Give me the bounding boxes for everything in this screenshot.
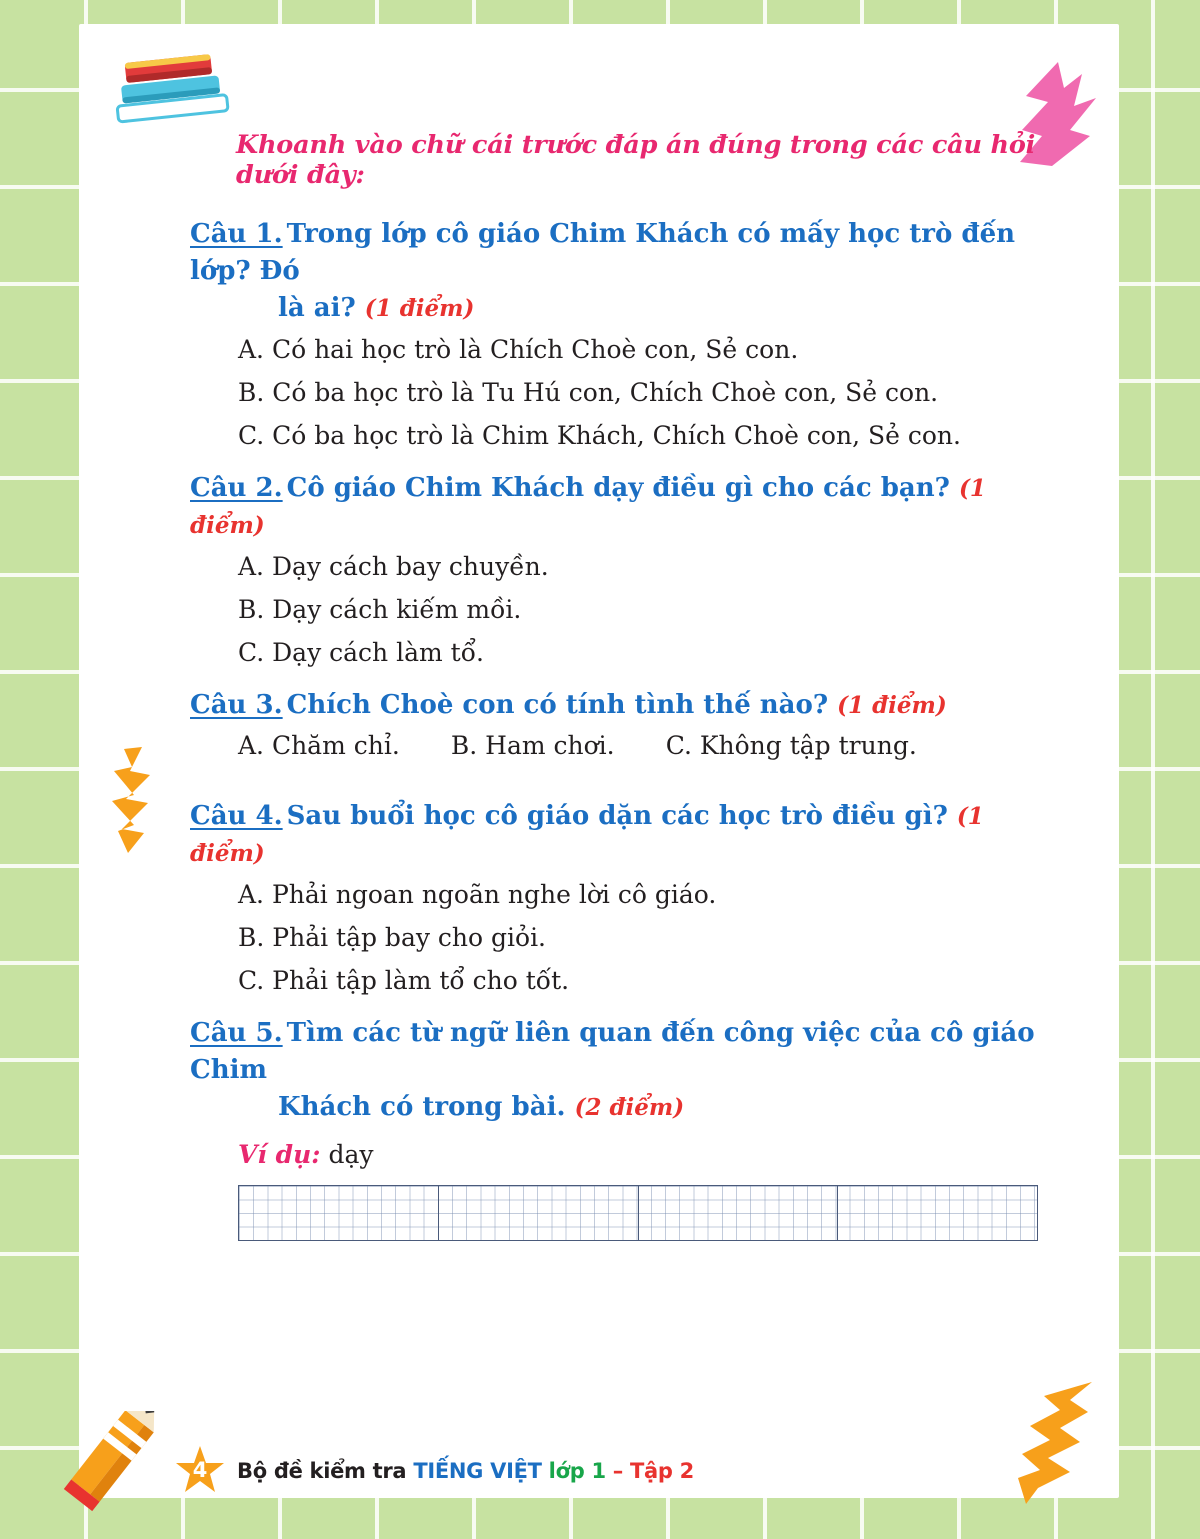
question-heading-4 — [190, 798, 1052, 872]
zigzag-orange-bottom-right — [1008, 1378, 1108, 1512]
answer-option[interactable]: A. Có hai học trò là Chích Choè con, Sẻ con. — [238, 334, 799, 364]
answers-3 — [190, 733, 1052, 776]
question-points-1: (1 điểm) — [364, 294, 475, 322]
question-points-5: (2 điểm) — [574, 1094, 685, 1122]
question-text-5: Tìm các từ ngữ liên quan đến công việc của cô giáo Chim — [190, 1018, 1035, 1086]
answers-2 — [190, 551, 1052, 667]
answers-4 — [190, 880, 1052, 996]
question-points-3: (1 điểm) — [837, 691, 947, 719]
footer — [175, 1451, 694, 1491]
question-text-1-cont: là ai? — [278, 292, 356, 323]
question-heading-2 — [190, 470, 1052, 544]
footer-title-part-1: Bộ đề kiểm tra — [237, 1459, 414, 1483]
writing-grid-cell[interactable] — [639, 1186, 839, 1240]
page-number: 4 — [192, 1458, 208, 1482]
footer-title — [237, 1459, 694, 1483]
answer-option[interactable]: B. Dạy cách kiếm mồi. — [238, 594, 522, 624]
zigzag-orange-left — [108, 745, 178, 859]
question-text-4: Sau buổi học cô giáo dặn các học trò điều gì? — [286, 801, 948, 832]
answer-writing-grid[interactable] — [238, 1185, 1038, 1241]
answer-option[interactable]: A. Chăm chỉ. — [238, 731, 400, 761]
example-line — [190, 1140, 1052, 1169]
footer-title-part-4: – Tập 2 — [612, 1459, 694, 1483]
answer-option[interactable]: B. Ham chơi. — [450, 731, 615, 761]
answer-option[interactable]: B. Phải tập bay cho giỏi. — [238, 923, 547, 953]
pencil-icon — [60, 1411, 210, 1531]
question-heading-5 — [190, 1015, 1052, 1126]
question-heading-1 — [190, 216, 1052, 327]
answer-option[interactable]: B. Có ba học trò là Tu Hú con, Chích Choè con, Sẻ con. — [238, 377, 939, 407]
writing-grid-cell[interactable] — [439, 1186, 639, 1240]
question-label-1: Câu 1. — [190, 219, 283, 249]
books-icon — [112, 54, 238, 132]
question-block-3 — [190, 687, 1052, 777]
question-label-5: Câu 5. — [190, 1018, 283, 1049]
example-value: dạy — [328, 1139, 374, 1169]
answer-option[interactable]: C. Có ba học trò là Chim Khách, Chích Choè con, Sẻ con. — [238, 420, 961, 450]
question-text-3: Chích Choè con có tính tình thế nào? — [286, 689, 829, 720]
footer-title-part-3: lớp 1 — [548, 1459, 613, 1483]
question-text-2: Cô giáo Chim Khách dạy điều gì cho các bạn? — [286, 472, 950, 503]
exercise-content — [190, 130, 1052, 1263]
answer-option[interactable]: C. Không tập trung. — [665, 731, 917, 761]
instruction-text: Khoanh vào chữ cái trước đáp án đúng trong các câu hỏi dưới đây: — [236, 130, 1036, 190]
question-text-1-cont-wrap — [190, 290, 1052, 327]
question-text-1: Trong lớp cô giáo Chim Khách có mấy học trò đến lớp? Đó — [190, 219, 1016, 286]
question-block-5 — [190, 1015, 1052, 1241]
question-label-2: Câu 2. — [190, 472, 283, 503]
writing-grid-cell[interactable] — [239, 1186, 439, 1240]
question-block-4 — [190, 798, 1052, 996]
writing-grid-cell[interactable] — [838, 1186, 1037, 1240]
example-label: Ví dụ: — [238, 1139, 321, 1169]
question-heading-3 — [190, 687, 1052, 724]
answer-option[interactable]: A. Phải ngoan ngoãn nghe lời cô giáo. — [238, 880, 717, 910]
question-label-3: Câu 3. — [190, 689, 283, 720]
question-points-4: (1 điểm) — [190, 803, 984, 868]
question-points-2: (1 điểm) — [190, 474, 986, 539]
question-block-1 — [190, 216, 1052, 448]
question-block-2 — [190, 470, 1052, 665]
answers-1 — [190, 334, 1052, 450]
answer-option[interactable]: C. Dạy cách làm tổ. — [238, 637, 484, 667]
footer-title-part-2: TIẾNG VIỆT — [413, 1459, 549, 1483]
answer-option[interactable]: A. Dạy cách bay chuyền. — [238, 551, 549, 581]
question-text-5-cont: Khách có trong bài. — [278, 1092, 566, 1123]
answer-option[interactable]: C. Phải tập làm tổ cho tốt. — [238, 966, 570, 996]
question-label-4: Câu 4. — [190, 801, 283, 832]
question-text-5-cont-wrap — [190, 1089, 1052, 1126]
